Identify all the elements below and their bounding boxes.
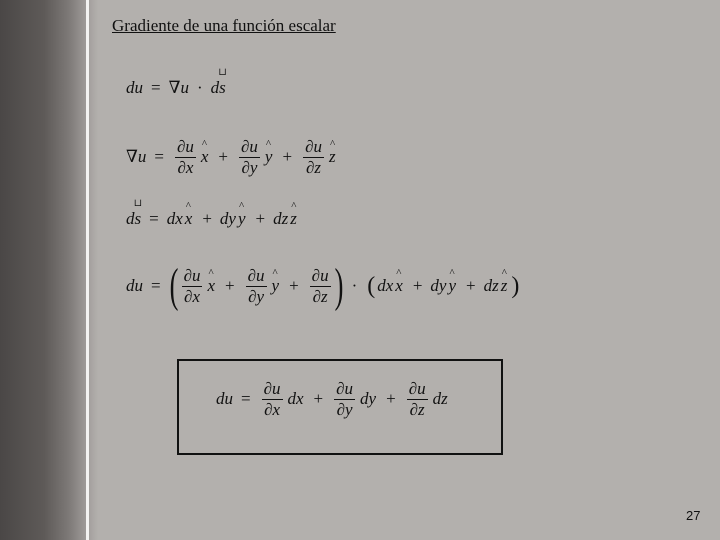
plus-sign: + bbox=[218, 147, 229, 167]
equation-displacement bbox=[126, 209, 299, 229]
numerator: ∂u bbox=[247, 265, 265, 285]
partial-fraction-y bbox=[246, 267, 267, 306]
sidebar-divider-line bbox=[86, 0, 89, 540]
dz-term: dz bbox=[432, 389, 448, 409]
equation-gradient bbox=[126, 138, 338, 177]
ds-vector: ⊔ ds bbox=[211, 78, 226, 98]
dy-term: dy bbox=[430, 276, 447, 295]
plus-sign: + bbox=[466, 276, 476, 295]
denominator: ∂z bbox=[306, 157, 322, 177]
dy-term: dy bbox=[219, 209, 236, 228]
dz-term: dz bbox=[273, 209, 289, 228]
right-big-paren: ) bbox=[334, 259, 343, 312]
y-unit-vector: y ^ bbox=[448, 276, 456, 296]
equals-sign: = bbox=[151, 276, 161, 295]
left-big-paren: ( bbox=[169, 259, 178, 312]
du-term: du bbox=[126, 78, 143, 97]
denominator: ∂y bbox=[336, 399, 353, 419]
plus-sign: + bbox=[282, 147, 293, 167]
equals-sign: = bbox=[154, 147, 164, 167]
left-sidebar-band bbox=[0, 0, 98, 540]
denominator: ∂z bbox=[312, 286, 328, 306]
slide-title: Gradiente de una función escalar bbox=[112, 16, 336, 35]
denominator: ∂y bbox=[241, 157, 258, 177]
denominator: ∂x bbox=[184, 286, 200, 306]
u-term: u bbox=[137, 147, 147, 167]
numerator: ∂u bbox=[263, 379, 281, 398]
nabla-symbol: ∇ bbox=[168, 78, 181, 97]
plus-sign: + bbox=[289, 276, 299, 295]
partial-fraction-y bbox=[239, 138, 260, 177]
partial-fraction-x bbox=[175, 138, 196, 177]
z-unit-vector: z ^ bbox=[501, 276, 508, 296]
equation-expanded-dot-product bbox=[126, 259, 521, 312]
numerator: ∂u bbox=[176, 137, 194, 156]
plus-sign: + bbox=[386, 389, 396, 409]
dot-operator: · bbox=[351, 276, 358, 295]
plus-sign: + bbox=[225, 276, 235, 295]
denominator: ∂y bbox=[248, 286, 265, 306]
nabla-symbol: ∇ bbox=[126, 147, 138, 167]
ds-vector: ⊔ ds bbox=[126, 209, 141, 229]
dx-term: dx bbox=[287, 389, 304, 409]
denominator: ∂z bbox=[409, 399, 425, 419]
denominator: ∂x bbox=[264, 399, 281, 419]
partial-fraction-x bbox=[182, 267, 203, 306]
dot-operator: · bbox=[196, 78, 203, 97]
numerator: ∂u bbox=[336, 379, 354, 398]
x-unit-vector: x ^ bbox=[207, 276, 215, 296]
du-term: du bbox=[216, 389, 233, 409]
numerator: ∂u bbox=[305, 137, 322, 156]
x-unit-vector: x ^ bbox=[395, 276, 403, 296]
plus-sign: + bbox=[202, 209, 212, 228]
right-paren: ) bbox=[511, 272, 520, 299]
equation-differential bbox=[126, 78, 226, 98]
z-unit-vector: z ^ bbox=[290, 209, 297, 229]
numerator: ∂u bbox=[408, 379, 426, 398]
x-unit-vector: x ^ bbox=[185, 209, 193, 229]
left-paren: ( bbox=[367, 272, 376, 299]
dy-term: dy bbox=[360, 389, 377, 409]
y-unit-vector: y ^ bbox=[265, 147, 273, 167]
numerator: ∂u bbox=[311, 265, 329, 285]
x-unit-vector: x ^ bbox=[201, 147, 209, 167]
partial-fraction-y bbox=[334, 380, 355, 419]
equation-total-differential bbox=[216, 380, 450, 419]
dz-term: dz bbox=[483, 276, 499, 295]
plus-sign: + bbox=[313, 389, 324, 409]
equals-sign: = bbox=[151, 78, 161, 97]
z-unit-vector: z ^ bbox=[329, 147, 336, 167]
partial-fraction-x bbox=[262, 380, 283, 419]
equals-sign: = bbox=[149, 209, 159, 228]
y-unit-vector: y ^ bbox=[238, 209, 246, 229]
y-unit-vector: y ^ bbox=[272, 276, 280, 296]
u-term: u bbox=[180, 78, 189, 97]
partial-fraction-z bbox=[310, 267, 331, 306]
denominator: ∂x bbox=[177, 157, 194, 177]
numerator: ∂u bbox=[183, 265, 201, 285]
dx-term: dx bbox=[377, 276, 394, 295]
plus-sign: + bbox=[412, 276, 423, 295]
partial-fraction-z bbox=[303, 138, 324, 177]
equals-sign: = bbox=[241, 389, 251, 409]
page-number: 27 bbox=[686, 508, 701, 523]
plus-sign: + bbox=[255, 209, 266, 228]
numerator: ∂u bbox=[241, 137, 258, 156]
dx-term: dx bbox=[166, 209, 183, 228]
du-term: du bbox=[126, 276, 143, 295]
partial-fraction-z bbox=[407, 380, 428, 419]
